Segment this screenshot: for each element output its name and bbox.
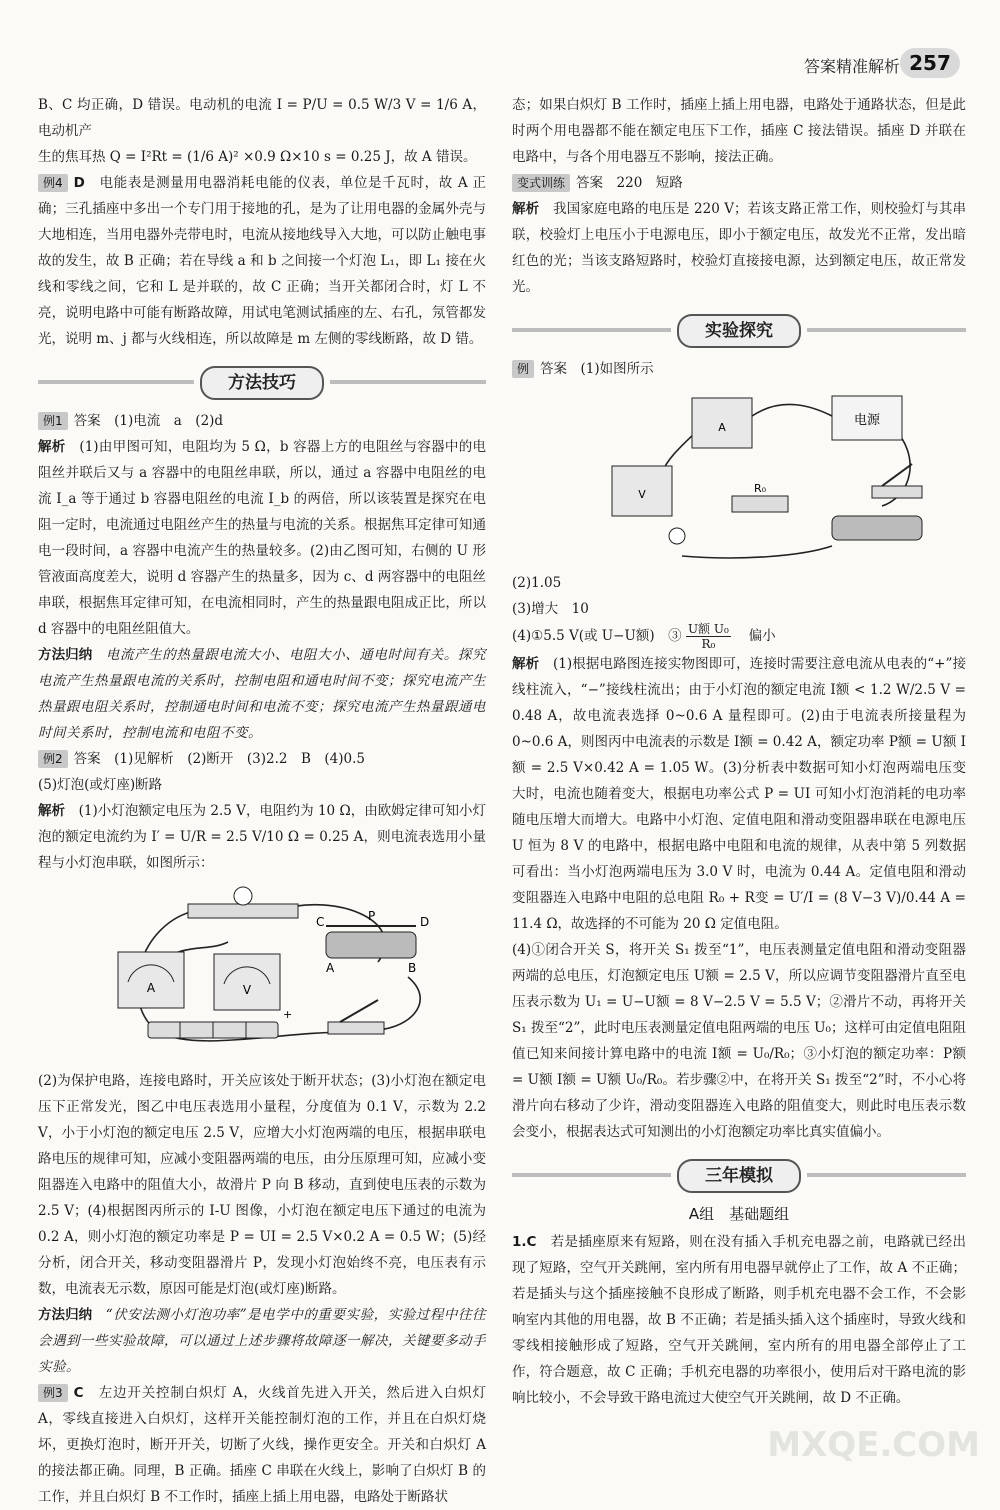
fraction: $\frac{\text{U额 U₀}}{\text{R₀}}$: [687, 622, 729, 651]
header-title: 答案精准解析: [803, 57, 900, 76]
voltmeter-icon: [214, 954, 280, 1010]
example-2-answer: [38, 746, 486, 772]
variant-analysis: [512, 196, 966, 300]
answer: 答案 (1)见解析 (2)断开 (3)2.2 B (4)0.5: [73, 751, 365, 767]
svg-text:V: V: [242, 983, 252, 997]
example-tag: 例2: [38, 750, 68, 768]
question-number: 1.C: [512, 1234, 537, 1250]
switch-icon: [872, 486, 922, 498]
example-tag: 例: [512, 360, 534, 378]
answer: C: [73, 1385, 84, 1401]
method-text: “伏安法测小灯泡功率”是电学中的重要实验，实验过程中往往会遇到一些实验故障，可以通过上述步骤将故障逐一解决，关键要多动手实验。: [38, 1307, 487, 1375]
r0-label: R₀: [753, 482, 767, 495]
answer: 答案 (1)电流 a (2)d: [73, 413, 224, 429]
experiment-answer-4: (4)①5.5 V(或 U−U额) ③ $\frac{\text{U额 U₀}}{\text{R₀}}$ 偏小: [512, 622, 776, 651]
example-2-answer-cont: (5)灯泡(或灯座)断路: [38, 777, 163, 793]
example-3: [38, 1380, 486, 1510]
switch-icon: [328, 1022, 384, 1034]
question-1: [512, 1229, 966, 1411]
example-tag: 例4: [38, 174, 68, 192]
analysis-label: 解析: [512, 201, 540, 217]
experiment-analysis-4: (4)①闭合开关 S，将开关 S₁ 拨至“1”，电压表测量定值电阻和滑动变阻器两端的总电压，灯泡额定电压 U额 = 2.5 V，所以应调节变阻器滑片直至电压表示数为 U₁ = U−U额 = 8 V−2.5 V = 5.5 V；②滑片不动，再将开关 S₁ 拨至“2”，此时电压表测量定值电阻两端的电压 U₀；这样可由定值电阻阻值已知来间接计算电路中的电流 I额 = U₀/R₀；③小灯泡的额定功率：P额 = U额 I额 = U额 U₀/R₀。若步骤②中，在将开关 S₁ 拨至“2”时，不小心将滑片向右移动了少许，滑动变阻器连入电路的阻值变大，则此时电压表示数会变小，根据表达式可知测出的小灯泡额定功率比真实值偏小。: [512, 942, 966, 1140]
paragraph: 态；如果白炽灯 B 工作时，插座上插上用电器，电路处于通路状态，但是此时两个用电器都不能在额定电压下工作，插座 C 接法错误。插座 D 并联在电路中，与各个用电器互不影响，接法正确。: [512, 97, 966, 165]
analysis-text: 我国家庭电路的电压是 220 V；若该支路正常工作，则校验灯与其串联，校验灯上电压小于电源电压，即小于额定电压，故发光不正常，发出暗红色的光；当该支路短路时，校验灯直接接电源，达到额定电压，故正常发光。: [512, 201, 967, 295]
analysis-text: (1)根据电路图连接实物图即可，连接时需要注意电流从电表的“+”接线柱流入，“−”接线柱流出；由于小灯泡的额定电流 I额 < 1.2 W/2.5 V = 0.48 A，故电流表选择 0~0.6 A 量程即可。(2)由于电流表所接量程为 0~0.6 A，则图丙中电流表的示数是 I额 = 0.42 A，额定功率 P额 = U额 I额 = 2.5 V×0.42 A = 1.05 W。(3)分析表中数据可知小灯泡两端电压变大时，电流也随着变大，根据电功率公式 P = UI 可知小灯泡消耗的电功率随电压增大而增大。电路中小灯泡、定值电阻和滑动变阻器串联在电源电压 U 恒为 8 V 的电路中，根据电路中电阻和电流的规律，从表中第 5 列数据可看出：当小灯泡两端电压为 3.0 V 时，电流为 0.44 A。定值电阻和滑动变阻器连入电路中电阻的总电阻 R₀ + R变 = U′/I = (8 V−3 V)/0.44 A = 11.4 Ω，故选择的不可能为 20 Ω 定值电阻。: [512, 656, 966, 932]
example-2-analysis-cont: (2)为保护电路，连接电路时，开关应该处于断开状态；(3)小灯泡在额定电压下正常发光，图乙中电压表选用小量程，分度值为 0.1 V，示数为 2.2 V，小于小灯泡的额定电压 2.5 V，应增大小灯泡两端的电压，根据串联电路电压的规律可知，应减小变阻器两端的电压，由分压原理可知，应减小变阻器连入电路中的阻值大小，故滑片 P 向 B 移动，直到使电压表的示数为 2.5 V；(4)根据图丙所示的 I-U 图像，小灯泡在额定电压下通过的电流为 0.2 A，则小灯泡的额定功率是 P = UI = 2.5 V×0.2 A = 0.5 W；(5)经分析，闭合开关，移动变阻器滑片 P，发现小灯泡始终不亮，电压表有示数，电流表无示数，原因可能是灯泡(或灯座)断路。: [38, 1073, 486, 1297]
resistor-icon: [732, 496, 788, 512]
label-d: D: [420, 915, 430, 929]
watermark: MXQE.COM: [767, 1425, 980, 1465]
section-title: 三年模拟: [677, 1159, 801, 1193]
section-banner: [512, 1159, 966, 1191]
bulb-icon: [234, 887, 252, 905]
analysis-label: 解析: [38, 803, 66, 819]
group-title: A组 基础题组: [688, 1205, 790, 1223]
analysis-text: (1)小灯泡额定电压为 2.5 V，电阻约为 10 Ω，由欧姆定律可知小灯泡的额定电流约为 I′ = U/R = 2.5 V/10 Ω = 0.25 A，则电流表选用小量程与小灯泡串联，如图所示：: [38, 803, 487, 871]
example-2-analysis: [38, 798, 486, 876]
label-p: P: [368, 909, 376, 923]
bulb-icon: [669, 528, 685, 544]
analysis-text: (1)由甲图可知，电阻均为 5 Ω，b 容器上方的电阻丝与容器中的电阻丝并联后又与 a 容器中的电阻丝串联，所以，通过 a 容器中电阻丝的电流 I_a 等于通过 b 容器电阻丝的电流 I_b 的两倍，所以该装置是探究在电阻一定时，电流通过电阻丝产生的热量与电流的关系。根据焦耳定律可知通电一段时间，a 容器中电流产生的热量较多。(2)由乙图可知，右侧的 U 形管液面高度差大，说明 d 容器产生的热量多，因为 c、d 两容器中的电阻丝串联，根据焦耳定律可知，在电流相同时，产生的热量跟电阻成正比，所以 d 容器中的电阻丝阻值大。: [38, 439, 487, 637]
label-b: B: [408, 961, 417, 975]
method-text: 电流产生的热量跟电流大小、电阻大小、通电时间有关。探究电流产生热量跟电流的关系时，控制电阻和通电时间不变；探究电流产生热量跟电阻关系时，控制通电时间和电流不变；探究电流产生热量跟通电时间关系时，控制电流和电阻不变。: [38, 647, 487, 741]
method-summary: [38, 642, 486, 746]
paragraph: 生的焦耳热 Q = I²Rt = (1/6 A)² ×0.9 Ω×10 s = 0.25 J，故 A 错误。: [38, 149, 477, 165]
analysis-label: 解析: [512, 656, 540, 672]
method-summary: [38, 1302, 486, 1380]
section-title: 方法技巧: [200, 366, 324, 400]
label-c: C: [316, 915, 325, 929]
method-label: 方法归纳: [38, 1307, 93, 1323]
example-tag: 例3: [38, 1384, 68, 1402]
right-column: [512, 92, 966, 1411]
example-tag: 例1: [38, 412, 68, 430]
experiment-circuit-diagram: [582, 386, 942, 566]
example-1-answer: [38, 408, 486, 434]
section-banner: [38, 366, 486, 398]
label-a: A: [326, 961, 335, 975]
answer: D: [73, 175, 85, 191]
explanation: 左边开关控制白炽灯 A，火线首先进入开关，然后进入白炽灯 A，零线直接进入白炽灯，这样开关能控制灯泡的工作，并且在白炽灯烧坏，更换灯泡时，断开开关，切断了火线，操作更安全。开关和白炽灯 A 的接法都正确。同理，B 正确。插座 C 串联在火线上，影响了白炽灯 B 的工作，并且白炽灯 B 不工作时，插座上插上用电器，电路处于断路状: [38, 1385, 487, 1505]
experiment-answer-3: (3)增大 10: [512, 601, 589, 617]
left-column: [38, 92, 486, 1510]
svg-text:A: A: [146, 981, 156, 995]
answer: 答案 (1)如图所示: [540, 361, 654, 377]
variant-answer: [512, 170, 966, 196]
experiment-answer: [512, 356, 966, 382]
variant-tag: 变式训练: [512, 174, 570, 192]
section-banner: [512, 314, 966, 346]
svg-text:V: V: [638, 488, 646, 501]
experiment-analysis: [512, 651, 966, 937]
label-plus: +: [283, 1008, 293, 1021]
rheostat-icon: [832, 516, 922, 540]
page-number: 257: [900, 48, 960, 78]
ammeter-icon: [118, 952, 184, 1008]
question-text: 若是插座原来有短路，则在没有插入手机充电器之前，电路就已经出现了短路，空气开关跳闸，室内所有用电器早就停止了工作，故 A 不正确；若是插头与这个插座接触不良形成了断路，则手机充电器不会工作，不会影响室内其他的用电器，故 B 不正确；若是插头插入这个插座时，导致火线和零线相接触形成了短路，空气开关跳闸，室内所有的用电器全部停止了工作，符合题意，故 C 正确；手机充电器的功率很小，使用后对干路电流的影响比较小，不会导致干路电流过大使空气开关跳闸，故 D 不正确。: [512, 1234, 967, 1406]
rheostat-icon: [326, 932, 416, 958]
experiment-answer-2: (2)1.05: [512, 575, 562, 591]
explanation: 电能表是测量用电器消耗电能的仪表，单位是千瓦时，故 A 正确；三孔插座中多出一个专门用于接地的孔，是为了让用电器的金属外壳与大地相连，当用电器外壳带电时，电流从接地线导入大地，可以防止触电事故的发生，故 B 正确；若在导线 a 和 b 之间接一个灯泡 L₁，即 L₁ 接在火线和零线之间，它和 L 是并联的，故 C 正确；当开关都闭合时，灯 L 不亮，说明电路中可能有断路故障，用试电笔测试插座的左、右孔，氖管都发光，说明 m、j 都与火线相连，所以故障是 m 左侧的零线断路，故 D 错。: [38, 175, 486, 347]
method-label: 方法归纳: [38, 647, 93, 663]
paragraph: B、C 均正确，D 错误。电动机的电流 I = P/U = 0.5 W/3 V = 1/6 A，电动机产: [38, 97, 486, 139]
section-title: 实验探究: [677, 314, 801, 348]
example-4: [38, 170, 486, 352]
circuit-diagram: [78, 882, 468, 1062]
svg-text:A: A: [718, 421, 726, 434]
analysis-label: 解析: [38, 439, 66, 455]
answer: 答案 220 短路: [576, 175, 683, 191]
example-1-analysis: [38, 434, 486, 642]
power-label: 电源: [853, 413, 881, 428]
